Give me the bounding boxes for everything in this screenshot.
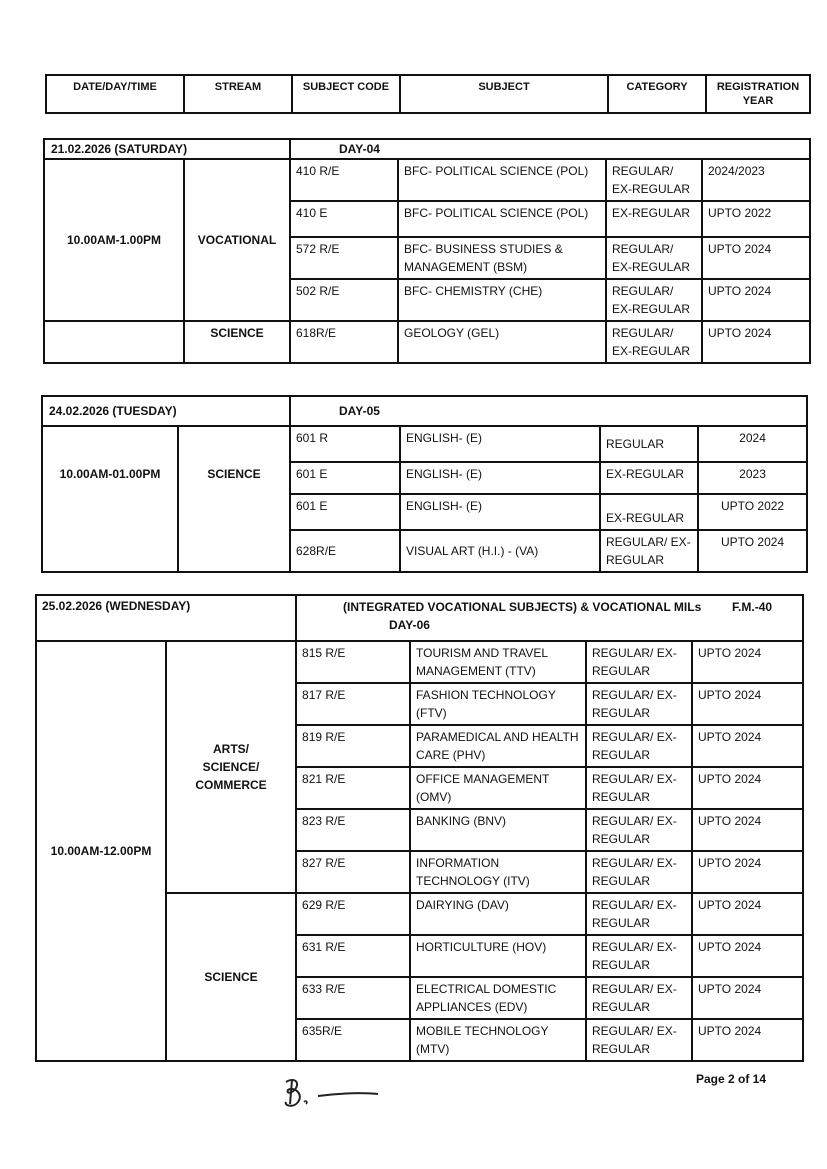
header-subject-code: SUBJECT CODE <box>292 75 400 113</box>
day6-row6-code: 827 R/E <box>296 851 410 893</box>
day6-row4-subject: OFFICE MANAGEMENT (OMV) <box>410 767 586 809</box>
day6-title-cell <box>296 595 803 641</box>
header-subject: SUBJECT <box>400 75 608 113</box>
day5-row4-code: 628R/E <box>290 530 400 572</box>
day6-row8-subject: HORTICULTURE (HOV) <box>410 935 586 977</box>
header-stream: STREAM <box>184 75 292 113</box>
day4-row3-code: 572 R/E <box>290 237 398 279</box>
day6-title: (INTEGRATED VOCATIONAL SUBJECTS) & VOCATIONAL MILs <box>343 600 702 614</box>
day6-row1-subject: TOURISM AND TRAVEL MANAGEMENT (TTV) <box>410 641 586 683</box>
day6-row10-subject: MOBILE TECHNOLOGY (MTV) <box>410 1019 586 1061</box>
day4-row4-year: UPTO 2024 <box>702 279 810 321</box>
day5-row1-year: 2024 <box>698 426 807 462</box>
day4-row1-code: 410 R/E <box>290 159 398 201</box>
day6-row7-code: 629 R/E <box>296 893 410 935</box>
day4-row3-subject: BFC- BUSINESS STUDIES & MANAGEMENT (BSM) <box>398 237 606 279</box>
day4-table <box>43 138 811 364</box>
day4-row5-year: UPTO 2024 <box>702 321 810 363</box>
day5-row2-year: 2023 <box>698 462 807 494</box>
day4-row1-year: 2024/2023 <box>702 159 810 201</box>
day4-row3-year: UPTO 2024 <box>702 237 810 279</box>
day6-row1-year: UPTO 2024 <box>692 641 803 683</box>
day6-row4-category: REGULAR/ EX-REGULAR <box>586 767 692 809</box>
day6-row6-year: UPTO 2024 <box>692 851 803 893</box>
day5-row3-subject: ENGLISH- (E) <box>400 494 600 530</box>
column-header-table <box>45 74 811 114</box>
day6-row3-category: REGULAR/ EX-REGULAR <box>586 725 692 767</box>
day6-label: DAY-06 <box>389 618 430 632</box>
day5-row2-subject: ENGLISH- (E) <box>400 462 600 494</box>
day5-row2-category: EX-REGULAR <box>600 462 698 494</box>
day6-row7-category: REGULAR/ EX-REGULAR <box>586 893 692 935</box>
day6-row3-year: UPTO 2024 <box>692 725 803 767</box>
day6-row2-category: REGULAR/ EX-REGULAR <box>586 683 692 725</box>
day6-row1-code: 815 R/E <box>296 641 410 683</box>
day4-row4-category: REGULAR/ EX-REGULAR <box>606 279 702 321</box>
day6-row1-category: REGULAR/ EX-REGULAR <box>586 641 692 683</box>
header-date-day-time: DATE/DAY/TIME <box>46 75 184 113</box>
day4-row2-code: 410 E <box>290 201 398 237</box>
day6-row6-category: REGULAR/ EX-REGULAR <box>586 851 692 893</box>
day5-row4-year: UPTO 2024 <box>698 530 807 572</box>
day6-row5-category: REGULAR/ EX-REGULAR <box>586 809 692 851</box>
day5-label: DAY-05 <box>290 396 807 426</box>
day4-time-cont <box>44 321 184 363</box>
day5-stream: SCIENCE <box>178 426 290 572</box>
day6-time: 10.00AM-12.00PM <box>36 641 166 1061</box>
day6-row7-subject: DAIRYING (DAV) <box>410 893 586 935</box>
day5-row3-category: EX-REGULAR <box>600 494 698 530</box>
day5-date: 24.02.2026 (TUESDAY) <box>42 396 290 426</box>
day4-date: 21.02.2026 (SATURDAY) <box>44 139 290 159</box>
day6-row6-subject: INFORMATION TECHNOLOGY (ITV) <box>410 851 586 893</box>
day4-stream-vocational: VOCATIONAL <box>184 159 290 321</box>
day6-row5-year: UPTO 2024 <box>692 809 803 851</box>
day6-row10-category: REGULAR/ EX-REGULAR <box>586 1019 692 1061</box>
day5-table <box>41 395 808 573</box>
day6-row7-year: UPTO 2024 <box>692 893 803 935</box>
day5-row1-subject: ENGLISH- (E) <box>400 426 600 462</box>
day6-row5-subject: BANKING (BNV) <box>410 809 586 851</box>
day5-row1-category: REGULAR <box>600 426 698 462</box>
day6-stream-science: SCIENCE <box>166 893 296 1061</box>
day4-row2-category: EX-REGULAR <box>606 201 702 237</box>
day6-row2-year: UPTO 2024 <box>692 683 803 725</box>
day6-table <box>35 594 804 1062</box>
day4-row5-code: 618R/E <box>290 321 398 363</box>
day6-row8-category: REGULAR/ EX-REGULAR <box>586 935 692 977</box>
day4-stream-science: SCIENCE <box>184 321 290 363</box>
day4-row4-code: 502 R/E <box>290 279 398 321</box>
day6-row4-code: 821 R/E <box>296 767 410 809</box>
day5-row4-subject: VISUAL ART (H.I.) - (VA) <box>400 530 600 572</box>
day4-row5-category: REGULAR/ EX-REGULAR <box>606 321 702 363</box>
day6-row9-category: REGULAR/ EX-REGULAR <box>586 977 692 1019</box>
day6-date: 25.02.2026 (WEDNESDAY) <box>36 595 296 641</box>
day5-row3-year: UPTO 2022 <box>698 494 807 530</box>
day4-row3-category: REGULAR/ EX-REGULAR <box>606 237 702 279</box>
day4-row5-subject: GEOLOGY (GEL) <box>398 321 606 363</box>
header-category: CATEGORY <box>608 75 706 113</box>
day6-row4-year: UPTO 2024 <box>692 767 803 809</box>
day6-row9-subject: ELECTRICAL DOMESTIC APPLIANCES (EDV) <box>410 977 586 1019</box>
day5-row1-code: 601 R <box>290 426 400 462</box>
day5-row2-code: 601 E <box>290 462 400 494</box>
day6-row3-code: 819 R/E <box>296 725 410 767</box>
day6-fm: F.M.-40 <box>732 600 773 614</box>
day6-row10-code: 635R/E <box>296 1019 410 1061</box>
day6-row10-year: UPTO 2024 <box>692 1019 803 1061</box>
day6-row2-code: 817 R/E <box>296 683 410 725</box>
day6-row9-year: UPTO 2024 <box>692 977 803 1019</box>
day5-row4-category: REGULAR/ EX-REGULAR <box>600 530 698 572</box>
day6-row9-code: 633 R/E <box>296 977 410 1019</box>
day6-row8-year: UPTO 2024 <box>692 935 803 977</box>
day4-row1-subject: BFC- POLITICAL SCIENCE (POL) <box>398 159 606 201</box>
header-registration-year: REGISTRATION YEAR <box>706 75 810 113</box>
signature <box>278 1072 388 1112</box>
day6-row5-code: 823 R/E <box>296 809 410 851</box>
day4-row1-category: REGULAR/ EX-REGULAR <box>606 159 702 201</box>
day5-time: 10.00AM-01.00PM <box>42 426 178 572</box>
day4-label: DAY-04 <box>290 139 810 159</box>
day4-row2-year: UPTO 2022 <box>702 201 810 237</box>
day6-row2-subject: FASHION TECHNOLOGY (FTV) <box>410 683 586 725</box>
day4-row2-subject: BFC- POLITICAL SCIENCE (POL) <box>398 201 606 237</box>
day6-row8-code: 631 R/E <box>296 935 410 977</box>
day5-row3-code: 601 E <box>290 494 400 530</box>
day4-row4-subject: BFC- CHEMISTRY (CHE) <box>398 279 606 321</box>
page-number: Page 2 of 14 <box>696 1072 767 1086</box>
day6-stream-arts: ARTS/ SCIENCE/ COMMERCE <box>166 641 296 893</box>
day6-row3-subject: PARAMEDICAL AND HEALTH CARE (PHV) <box>410 725 586 767</box>
day4-time: 10.00AM-1.00PM <box>44 159 184 321</box>
